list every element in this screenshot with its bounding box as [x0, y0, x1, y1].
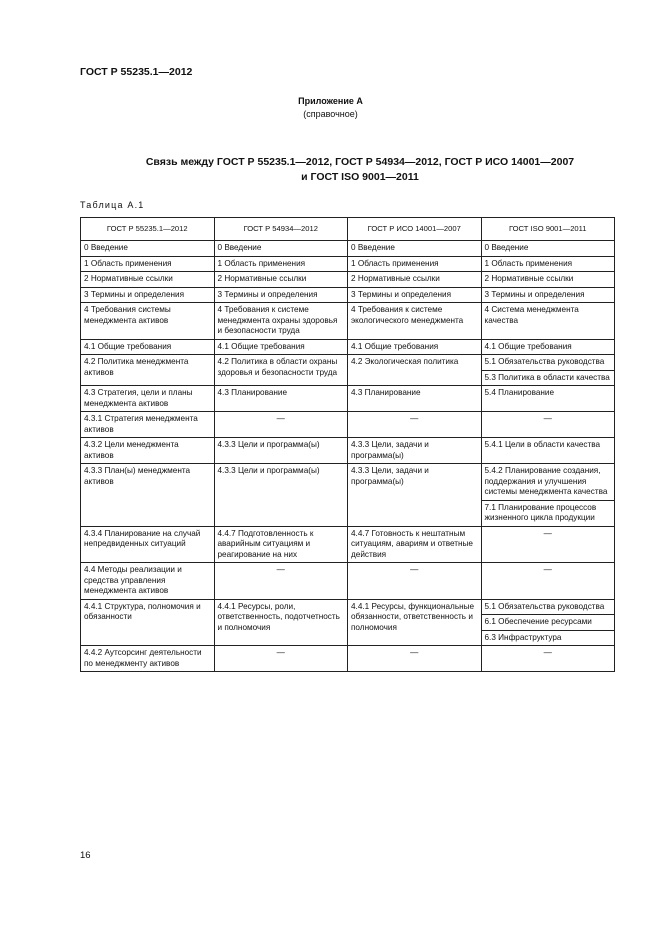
table-header-row	[81, 218, 615, 241]
table-cell: 4.3.1 Стратегия менеджмента активов	[81, 412, 215, 438]
table-row	[81, 438, 615, 464]
table-cell: 4.1 Общие требования	[214, 339, 348, 355]
table-cell: 4.4.7 Подготовленность к аварийным ситуациям и реагирование на них	[214, 526, 348, 563]
table-row	[81, 241, 615, 257]
column-header: ГОСТ Р ИСО 14001—2007	[348, 218, 482, 241]
table-cell: 4.3.3 Цели, задачи и программа(ы)	[348, 464, 482, 527]
table-cell: 4.4.1 Ресурсы, роли, ответственность, подотчетность и полномочия	[214, 599, 348, 646]
document-header: ГОСТ Р 55235.1—2012	[80, 66, 193, 78]
table-cell: 6.1 Обеспечение ресурсами	[481, 615, 615, 631]
table-cell: —	[214, 646, 348, 672]
table-row	[81, 526, 615, 563]
table-cell: 2 Нормативные ссылки	[348, 272, 482, 288]
table-row	[81, 355, 615, 371]
table-row	[81, 646, 615, 672]
table-cell: 0 Введение	[348, 241, 482, 257]
table-cell: 4.2 Политика в области охраны здоровья и безопасности труда	[214, 355, 348, 386]
table-cell: —	[348, 563, 482, 600]
table-cell: 3 Термины и определения	[348, 287, 482, 303]
table-caption: Таблица А.1	[80, 200, 145, 210]
table-cell: 4 Требования системы менеджмента активов	[81, 303, 215, 340]
table-cell: 7.1 Планирование процессов жизненного цикла продукции	[481, 500, 615, 526]
table-cell: 5.1 Обязательства руководства	[481, 599, 615, 615]
table-cell: —	[348, 412, 482, 438]
table-cell: —	[481, 412, 615, 438]
table-cell: 4.3 Планирование	[214, 386, 348, 412]
table-row	[81, 303, 615, 340]
table-cell: 5.4.2 Планирование создания, поддержания и улучшения системы менеджмента качества	[481, 464, 615, 501]
table-cell: 1 Область применения	[214, 256, 348, 272]
annex-subtitle: (справочное)	[303, 109, 358, 119]
table-cell: 5.4 Планирование	[481, 386, 615, 412]
table-cell: —	[214, 412, 348, 438]
column-header: ГОСТ ISO 9001—2011	[481, 218, 615, 241]
table-cell: 3 Термины и определения	[214, 287, 348, 303]
table-cell: —	[481, 563, 615, 600]
table-cell: 4.3.3 Цели и программа(ы)	[214, 464, 348, 527]
correspondence-table	[80, 217, 615, 672]
main-title-line2: и ГОСТ ISO 9001—2011	[301, 171, 419, 183]
table-row	[81, 287, 615, 303]
table-cell: 4.3.3 План(ы) менеджмента активов	[81, 464, 215, 527]
table-cell: 0 Введение	[81, 241, 215, 257]
table-cell: 4.1 Общие требования	[81, 339, 215, 355]
table-cell: 4.1 Общие требования	[481, 339, 615, 355]
table-cell: 0 Введение	[214, 241, 348, 257]
table-cell: 4.2 Экологическая политика	[348, 355, 482, 386]
table-cell: 2 Нормативные ссылки	[81, 272, 215, 288]
table-cell: 4 Требования к системе менеджмента охраны здоровья и безопасности труда	[214, 303, 348, 340]
table-cell: 3 Термины и определения	[481, 287, 615, 303]
page-number: 16	[80, 850, 91, 861]
table-cell: 4.3.3 Цели и программа(ы)	[214, 438, 348, 464]
table-cell: 4.3 Планирование	[348, 386, 482, 412]
table-cell: 4 Требования к системе экологического менеджмента	[348, 303, 482, 340]
table-cell: 4 Система менеджмента качества	[481, 303, 615, 340]
table-cell: 4.4.1 Ресурсы, функциональные обязанности, ответственность и полномочия	[348, 599, 482, 646]
table-cell: 2 Нормативные ссылки	[481, 272, 615, 288]
annex-title: Приложение А	[298, 96, 363, 106]
table-cell: 4.1 Общие требования	[348, 339, 482, 355]
table-cell: 3 Термины и определения	[81, 287, 215, 303]
table-row	[81, 386, 615, 412]
table-cell: 4.3.3 Цели, задачи и программа(ы)	[348, 438, 482, 464]
table-cell: 4.3.4 Планирование на случай непредвиденных ситуаций	[81, 526, 215, 563]
table-cell: 4.3 Стратегия, цели и планы менеджмента активов	[81, 386, 215, 412]
table-row	[81, 272, 615, 288]
table-cell: 4.4 Методы реализации и средства управления менеджмента активов	[81, 563, 215, 600]
table-row	[81, 256, 615, 272]
table-cell: 6.3 Инфраструктура	[481, 630, 615, 646]
table-cell: 5.3 Политика в области качества	[481, 370, 615, 386]
table-cell: 1 Область применения	[481, 256, 615, 272]
table-row	[81, 599, 615, 615]
table-cell: 4.2 Политика менеджмента активов	[81, 355, 215, 386]
table-cell: 1 Область применения	[81, 256, 215, 272]
column-header: ГОСТ Р 55235.1—2012	[81, 218, 215, 241]
table-row	[81, 412, 615, 438]
table-cell: —	[481, 526, 615, 563]
table-cell: 4.4.2 Аутсорсинг деятельности по менеджменту активов	[81, 646, 215, 672]
table-cell: —	[348, 646, 482, 672]
table-row	[81, 464, 615, 501]
table-cell: 4.4.7 Готовность к нештатным ситуациям, авариям и ответные действия	[348, 526, 482, 563]
table-cell: 5.1 Обязательства руководства	[481, 355, 615, 371]
column-header: ГОСТ Р 54934—2012	[214, 218, 348, 241]
table-row	[81, 563, 615, 600]
table-row	[81, 339, 615, 355]
table-cell: 4.4.1 Структура, полномочия и обязанности	[81, 599, 215, 646]
table-cell: —	[214, 563, 348, 600]
table-cell: 5.4.1 Цели в области качества	[481, 438, 615, 464]
table-cell: 0 Введение	[481, 241, 615, 257]
table-cell: 2 Нормативные ссылки	[214, 272, 348, 288]
table-cell: —	[481, 646, 615, 672]
table-cell: 4.3.2 Цели менеджмента активов	[81, 438, 215, 464]
main-title-line1: Связь между ГОСТ Р 55235.1—2012, ГОСТ Р 54934—2012, ГОСТ Р ИСО 14001—2007	[145, 156, 575, 168]
table-cell: 1 Область применения	[348, 256, 482, 272]
